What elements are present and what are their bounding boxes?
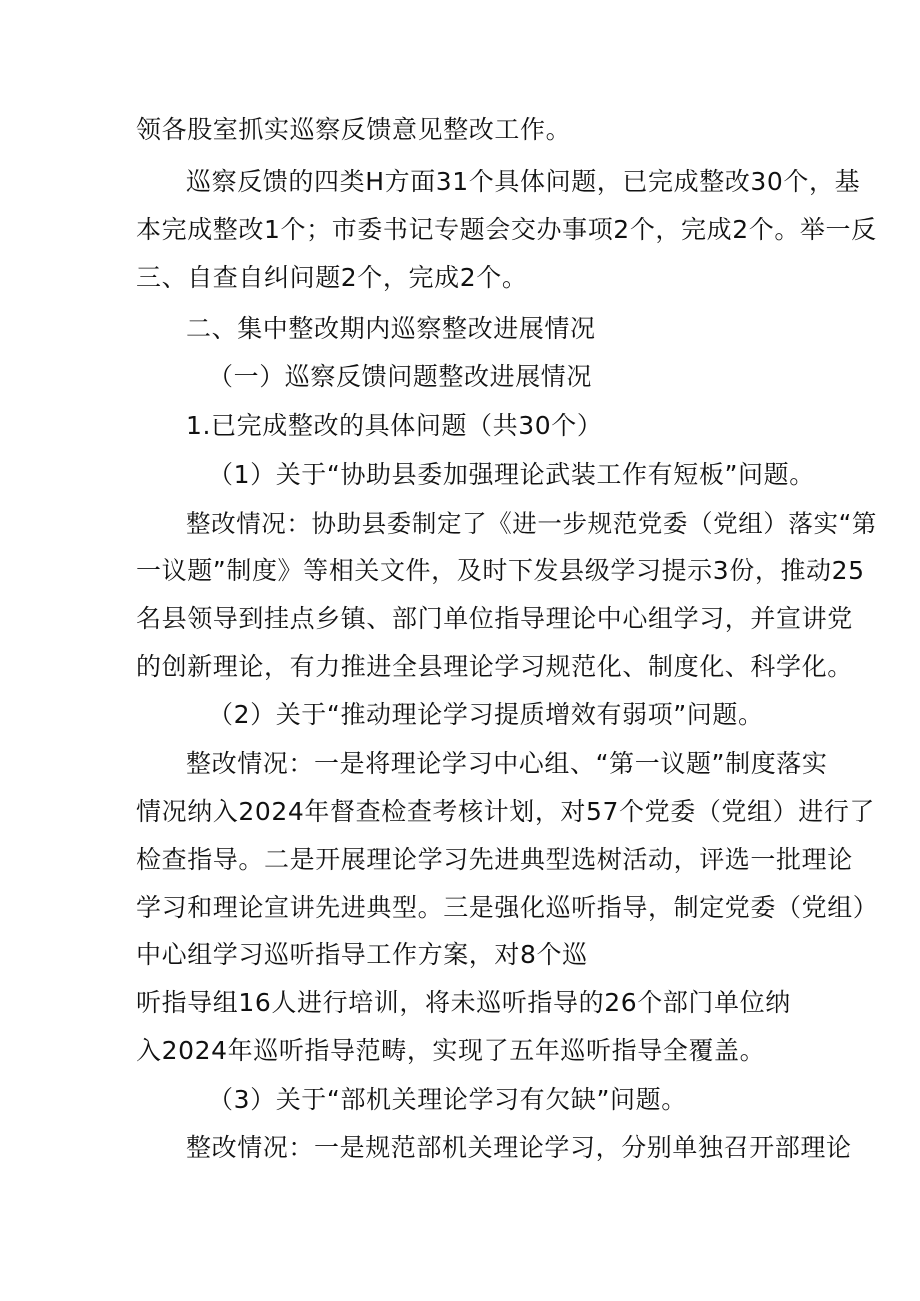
paragraph-line-22: 整改情况：一是规范部机关理论学习，分别单独召开部理论 (186, 1133, 852, 1162)
paragraph-line-14: 整改情况：一是将理论学习中心组、“第一议题”制度落实 (186, 749, 828, 778)
paragraph-line-4: 三、自查自纠问题2个，完成2个。 (136, 263, 528, 292)
section-heading: 二、集中整改期内巡察整改进展情况 (186, 314, 596, 343)
paragraph-line-11: 名县领导到挂点乡镇、部门单位指导理论中心组学习，并宣讲党 (136, 604, 853, 633)
item-heading: 1.已完成整改的具体问题（共30个） (186, 411, 603, 440)
paragraph-line-10: 一议题”制度》等相关文件，及时下发县级学习提示3份，推动25 (136, 556, 865, 585)
paragraph-line-19: 听指导组16人进行培训，将未巡听指导的26个部门单位纳 (136, 988, 791, 1017)
paragraph-line-16: 检查指导。二是开展理论学习先进典型选树活动，评选一批理论 (136, 845, 853, 874)
subsection-heading: （一）巡察反馈问题整改进展情况 (208, 362, 593, 391)
paragraph-line-1: 领各股室抓实巡察反馈意见整改工作。 (136, 115, 572, 144)
issue-2-heading: （2）关于“推动理论学习提质增效有弱项”问题。 (208, 700, 764, 729)
paragraph-line-9: 整改情况：协助县委制定了《进一步规范党委（党组）落实“第 (186, 509, 877, 538)
paragraph-line-18: 中心组学习巡听指导工作方案，对8个巡 (136, 940, 588, 969)
paragraph-line-20: 入2024年巡听指导范畴，实现了五年巡听指导全覆盖。 (136, 1036, 766, 1065)
paragraph-line-15: 情况纳入2024年督查检查考核计划，对57个党委（党组）进行了 (136, 797, 876, 826)
paragraph-line-12: 的创新理论，有力推进全县理论学习规范化、制度化、科学化。 (136, 652, 853, 681)
paragraph-line-2: 巡察反馈的四类H方面31个具体问题，已完成整改30个，基 (186, 167, 861, 196)
issue-3-heading: （3）关于“部机关理论学习有欠缺”问题。 (208, 1085, 687, 1114)
issue-1-heading: （1）关于“协助县委加强理论武装工作有短板”问题。 (208, 460, 815, 489)
paragraph-line-3: 本完成整改1个；市委书记专题会交办事项2个，完成2个。举一反 (136, 215, 877, 244)
paragraph-line-17: 学习和理论宣讲先进典型。三是强化巡听指导，制定党委（党组） (136, 893, 879, 922)
